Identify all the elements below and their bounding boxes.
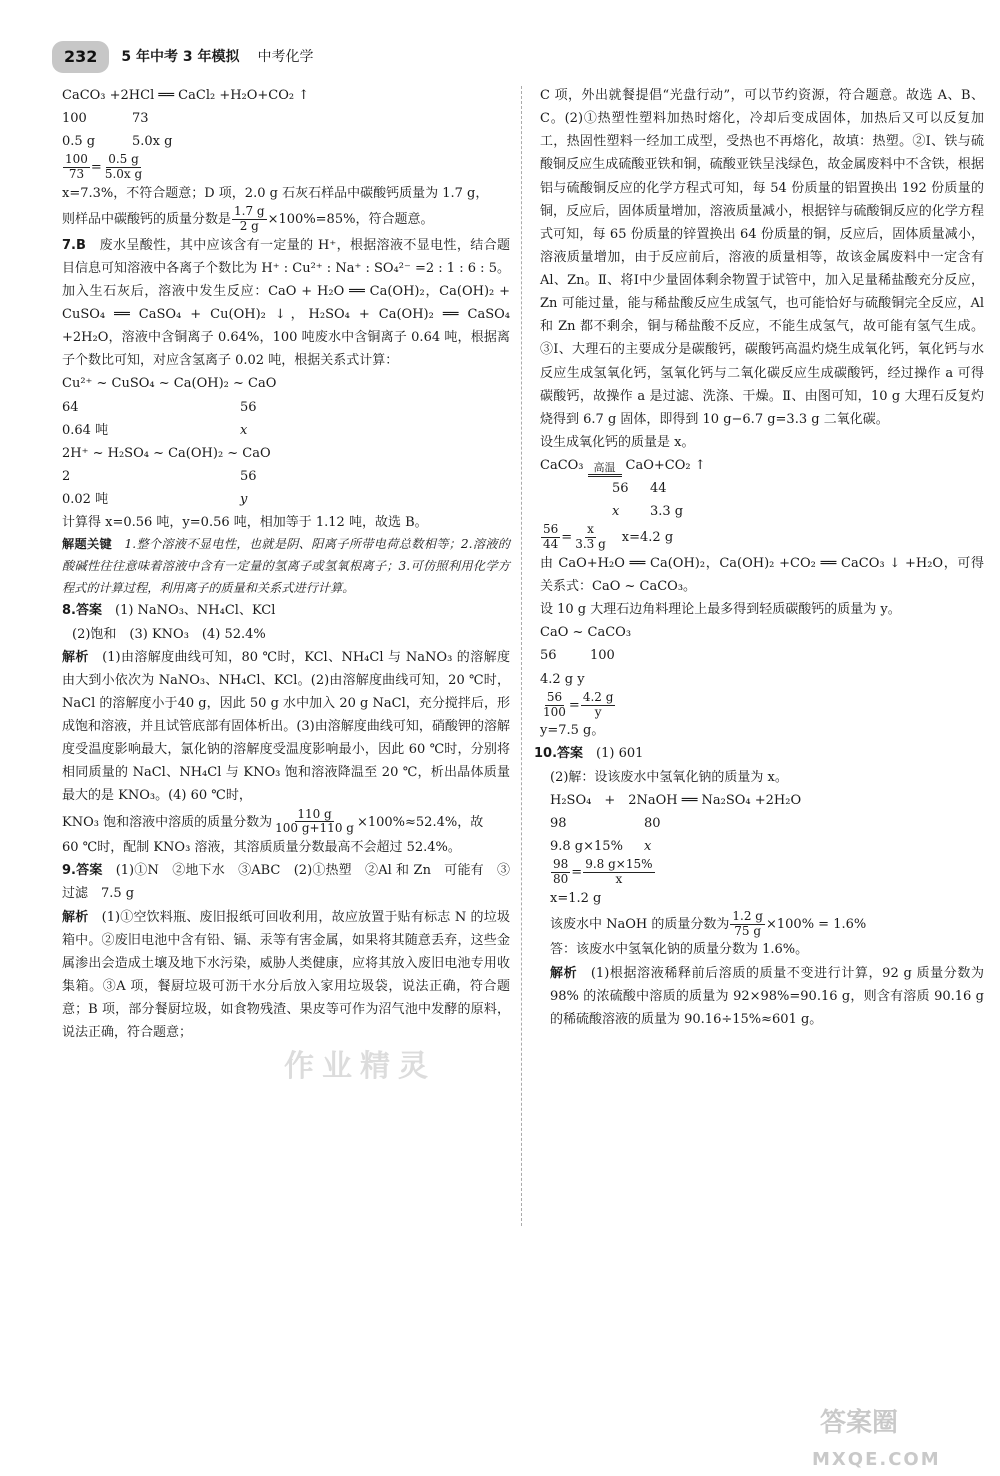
page-number: 232 bbox=[52, 41, 109, 73]
site-url: MXQE.COM bbox=[812, 1449, 941, 1470]
fraction: $\frac{100}{73}$ bbox=[65, 152, 88, 182]
watermark-stamp: 作业精灵 bbox=[284, 1049, 436, 1084]
subject-title: 中考化学 bbox=[257, 48, 314, 65]
question-number: 7.B bbox=[62, 237, 86, 253]
equation-line: CaCO₃ +2HCl ══ CaCl₂ +H₂O+CO₂ ↑ bbox=[62, 88, 310, 103]
fraction: $\frac{4.2 g}{y}$ bbox=[582, 689, 614, 719]
fraction: $\frac{56}{44}$ bbox=[543, 522, 559, 552]
right-column: C 项，外出就餐提倡“光盘行动”，可以节约资源，符合题意。故选 A、B、C。(2)①热塑性塑料加热时熔化，冷却后变成固体，加热后又可以反复加工，热固性塑料一经加工成型，受热也不再熔化，故填：热塑。②Ⅰ、铁与硫酸铜反应生成硫酸亚铁和铜，硫酸亚铁呈浅绿色，故金属废料中不含铁，根据铝与硫酸铜反应的化学方程式可知，每 54 份质量的铝置换出 192 份质量的铜，反应后，固体质量增加，溶液质量减小，根据锌与硫酸铜反应的化学方程式可知，每 65 份质量的锌置换出 64 份质量的铜，反应后，固体质量减小，溶液质量增加，由于反应前后，溶液的质量相等，故该金属废料中一定含有 Al、Zn。Ⅱ、将Ⅰ中少量固体剩余物置于试管中，加入足量稀盐酸充分反应，Zn 可能过量，能与稀盐酸反应生成氢气，也可能恰好与硫酸铜完全反应，Al 和 Zn 都不剩余，铜与稀盐酸不反应，不能生成氢气，故可能有氢气生成。③Ⅰ、大理石的主要成分是碳酸钙，碳酸钙高温灼烧生成氧化钙，氧化钙与水反应生成氢氧化钙，氢氧化钙与二氧化碳反应生成碳酸钙，经过操作 a 可得碳酸钙，故操作 a 是过滤、洗涤、干燥。Ⅱ、由图可知，10 g 大理石反复灼烧得到 6.7 g 固体，即得到 10 g−6.7 g=3.3 g 二氧化碳。 设生成氧化钙的质量是 x。 CaCO₃ 高温 CaO+CO₂ ↑ 56 44 x 3.3 g $\frac{56}{44}$ = $\frac{x}{3.3 g}$ x=4.2 g 由 CaO+H₂O ══ Ca(OH)₂，Ca(OH)₂ +CO₂ ══ CaCO₃ ↓ +H₂O，可得关系式：CaO ~ CaCO₃。 设 10 g 大理石边角料理论上最多得到轻质碳酸钙的质量为 y。 CaO ~ CaCO₃ 56 100 4.2 g y $\frac{56}{100}$ = $\frac{4.2 g}{y}$ y=7.5 g。 10.答案 (1) 601 (2)解：设该废水中氢氧化钠的质量为 x。 H₂SO₄ + 2NaOH ══ Na₂SO₄ +2H₂O 98 80 9.8 g×15% x $\frac{98}{80}$ = $\frac{9.8 g\times 15\%}{x}$ x=1.2 g 该废水中 NaOH 的质量分数为 $\frac{1.2 g}{75 g}$ ×100% = 1.6% 答：该废水中氢氧化钠的质量分数为 1.6%。 解析 (1)根据溶液稀释前后溶质的质量不变进行计算，92 g 质量分数为 98% 的浓硫酸中溶质的质量为 92×98%=90.16 g，则含有溶质 90.16 g 的稀硫酸溶液的质量为 90.16÷15%≈601 g。 bbox=[534, 88, 984, 1027]
book-title: 5 年中考 3 年模拟 bbox=[121, 48, 240, 65]
fraction: $\frac{x}{3.3 g}$ bbox=[575, 522, 606, 552]
fraction: $\frac{56}{100}$ bbox=[543, 689, 566, 719]
question-7: 7.B 废水呈酸性，其中应该含有一定量的 H⁺，根据溶液不显电性，结合题目信息可知溶液中各离子个数比为 H⁺ : Cu²⁺ : Na⁺ : SO₄²⁻ =2 : 1 : 6 : 5。加入生石灰后，溶液中发生反应：CaO + H₂O ══ Ca(OH)₂，Ca(OH)₂ + CuSO₄ ══ CaSO₄ + Cu(OH)₂ ↓，H₂SO₄ + Ca(OH)₂ ══ CaSO₄ +2H₂O，溶液中含铜离子 0.64%，100 吨废水中含铜离子 0.64 吨，根据离子个数比可知，对应含氢离子 0.02 吨，根据关系式计算： bbox=[62, 237, 510, 369]
question-9: 9.答案 (1)①N ②地下水 ③ABC (2)①热塑 ②Al 和 Zn 可能有 ③过滤 7.5 g bbox=[62, 863, 510, 902]
fraction: $\frac{1.2 g}{75 g}$ bbox=[732, 908, 763, 938]
site-logo: 答案圈 bbox=[820, 1408, 899, 1438]
question-8: 8.答案 (1) NaNO₃、NH₄Cl、KCl bbox=[62, 603, 276, 619]
left-column: CaCO₃ +2HCl ══ CaCl₂ +H₂O+CO₂ ↑ 100 73 0.5 g 5.0x g $\frac{100}{73}$ = $\frac{0.5 g}{\text{5.0x g}}$ x=7.3%，不符合题意；D 项，2.0 g 石灰石样品中碳酸钙质量为 1.7 g， 则样品中碳酸钙的质量分数是 $\frac{1.7 g}{2 g}$ ×100%=85%，符合题意。 7.B 废水呈酸性，其中应该含有一定量的 H⁺，根据溶液不显电性，结合题目信息可知溶液中各离子个数比为 H⁺ : Cu²⁺ : Na⁺ : SO₄²⁻ =2 : 1 : 6 : 5。加入生石灰后，溶液中发生反应：CaO + H₂O ══ Ca(OH)₂，Ca(OH)₂ + CuSO₄ ══ CaSO₄ + Cu(OH)₂ ↓，H₂SO₄ + Ca(OH)₂ ══ CaSO₄ +2H₂O，溶液中含铜离子 0.64%，100 吨废水中含铜离子 0.64 吨，根据离子个数比可知，对应含氢离子 0.02 吨，根据关系式计算： Cu²⁺ ~ CuSO₄ ~ Ca(OH)₂ ~ CaO 64 56 0.64 吨 x 2H⁺ ~ H₂SO₄ ~ Ca(OH)₂ ~ CaO 2 56 0.02 吨 y 计算得 x=0.56 吨，y=0.56 吨，相加等于 1.12 吨，故选 B。 解题关键 1.整个溶液不显电性，也就是阴、阳离子所带电荷总数相等；2.溶液的酸碱性往往意味着溶液中含有一定量的氢离子或氢氧根离子；3.可仿照利用化学方程式的计算过程，利用离子的质量和关系式进行计算。 8.答案 (1) NaNO₃、NH₄Cl、KCl (2)饱和 (3) KNO₃ (4) 52.4% 解析 (1)由溶解度曲线可知，80 ℃时，KCl、NH₄Cl 与 NaNO₃ 的溶解度由大到小依次为 NaNO₃、NH₄Cl、KCl。(2)由溶解度曲线可知，20 ℃时，NaCl 的溶解度小于40 g，因此 50 g 水中加入 20 g NaCl，充分搅拌后，形成饱和溶液，并且试管底部有固体析出。(3)由溶解度曲线可知，硝酸钾的溶解度受温度影响最大，氯化钠的溶解度受温度影响最小，因此 60 ℃时，分别将相同质量的 NaCl、NH₄Cl 与 KNO₃ 饱和溶液降温至 20 ℃，析出晶体质量最大的是 KNO₃。(4) 60 ℃时， KNO₃ 饱和溶液中溶质的质量分数为 $\frac{110 g}{100 g+110 g}$ ×100%≈52.4%，故 60 ℃时，配制 KNO₃ 溶液，其溶质质量分数最高不会超过 52.4%。 9.答案 (1)①N ②地下水 ③ABC (2)①热塑 ②Al 和 Zn 可能有 ③过滤 7.5 g 解析 (1)①空饮料瓶、废旧报纸可回收利用，故应放置于贴有标志 N 的垃圾箱中。②废旧电池中含有铅、镉、汞等有害金属，如果将其随意丢弃，这些金属渗出会造成土壤及地下水污染，威胁人类健康，应将其放入废旧电池专用收集箱。③A 项，餐厨垃圾可沥干水分后放入家用垃圾袋，说法正确，符合题意；B 项，部分餐厨垃圾，如食物残渣、果皮等可作为沼气池中发酵的原料，说法正确，符合题意； bbox=[62, 84, 510, 1044]
ratio-line: $\frac{100}{73}$ = $\frac{0.5 g}{\text{5.0x g}}$ bbox=[65, 152, 143, 182]
question-10: 10.答案 (1) 601 bbox=[534, 746, 644, 762]
fraction: $\frac{9.8 g\times 15\%}{x}$ bbox=[585, 857, 653, 886]
column-divider bbox=[521, 86, 522, 1226]
equation-line: CaCO₃ 高温 CaO+CO₂ ↑ bbox=[540, 454, 984, 477]
fraction: $\frac{1.7 g}{2 g}$ bbox=[234, 204, 265, 233]
page-header bbox=[52, 40, 314, 74]
fraction: $\frac{0.5 g}{\text{5.0x g}}$ bbox=[104, 152, 143, 182]
fraction: $\frac{110 g}{100 g+110 g}$ bbox=[275, 806, 354, 836]
fraction: $\frac{98}{80}$ bbox=[553, 857, 569, 886]
key-note: 解题关键 1.整个溶液不显电性，也就是阴、阳离子所带电荷总数相等；2.溶液的酸碱性往往意味着溶液中含有一定量的氢离子或氢氧根离子；3.可仿照利用化学方程式的计算过程，利用离子的质量和关系式进行计算。 bbox=[62, 537, 510, 595]
